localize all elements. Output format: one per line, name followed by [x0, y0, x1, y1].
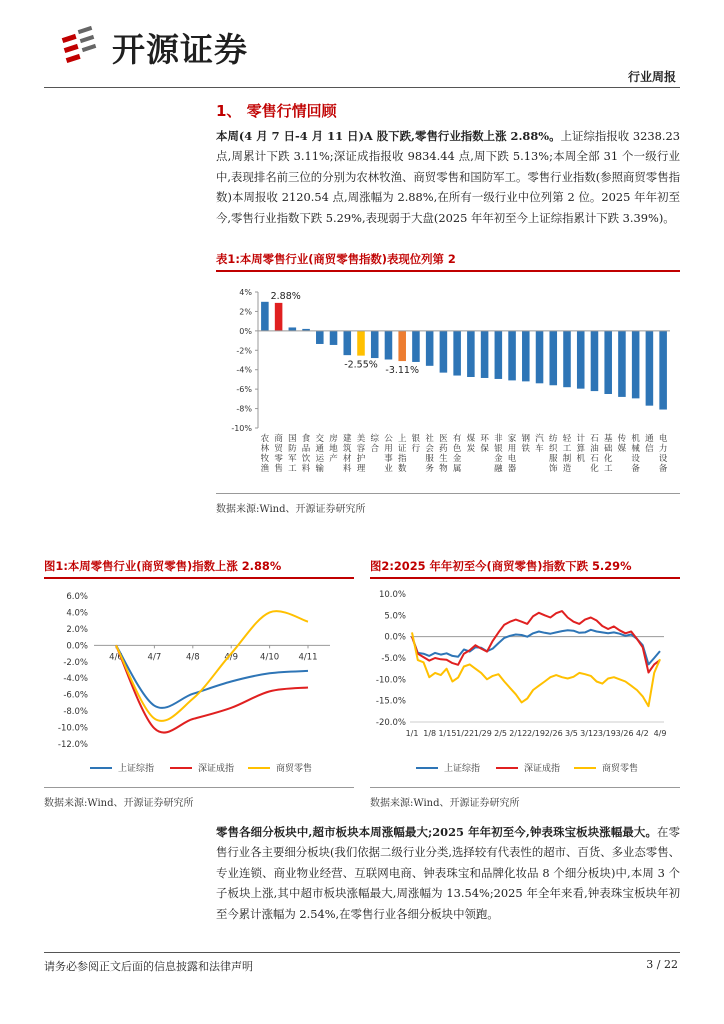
y-tick-label: -15.0%	[375, 696, 406, 707]
x-tick-label: 计	[576, 434, 585, 444]
x-tick-label: 服	[425, 454, 434, 464]
x-tick-label: 家	[507, 434, 517, 444]
x-tick-label: 2/19	[527, 729, 545, 738]
x-tick-label: 服	[549, 454, 558, 464]
logo-text: 开源证券	[112, 30, 248, 69]
x-tick-label: 贸	[274, 444, 283, 454]
y-tick-label: -2.0%	[63, 657, 88, 668]
y-tick-label: -20.0%	[375, 718, 406, 728]
bar-房地产	[330, 331, 338, 345]
page-number: 3 / 22	[646, 958, 678, 971]
x-tick-label: 用	[384, 444, 393, 454]
legend-label: 商贸零售	[602, 764, 639, 774]
x-tick-label: 备	[631, 464, 640, 474]
bar-非银金融	[495, 331, 503, 379]
fig1-source: 数据来源:Wind、开源证券研究所	[44, 798, 194, 809]
y-tick-label: 2.0%	[66, 624, 88, 635]
x-tick-label: 备	[658, 464, 668, 474]
x-tick-label: 1/1	[405, 729, 419, 738]
y-tick-label: -4.0%	[63, 674, 88, 685]
x-tick-label: 媒	[617, 444, 627, 454]
x-tick-label: 工	[603, 464, 613, 474]
bar-银行	[412, 331, 420, 362]
legend-label: 上证综指	[444, 764, 481, 774]
x-tick-label: 信	[645, 444, 654, 454]
x-tick-label: 纺	[549, 434, 558, 444]
y-tick-label: -2%	[236, 346, 252, 356]
x-tick-label: 业	[384, 464, 393, 474]
x-tick-label: 设	[658, 454, 668, 464]
series-line-深证成指	[116, 645, 308, 732]
paragraph-lead: 本周(4 月 7 日-4 月 11 日)A 股下跌,零售行业指数上涨 2.88%。	[216, 129, 561, 143]
y-tick-label: 6.0%	[66, 592, 88, 602]
y-tick-label: 2%	[239, 307, 252, 317]
x-tick-label: 工	[288, 464, 297, 474]
y-tick-label: 0%	[239, 326, 252, 336]
y-tick-label: -5.0%	[381, 654, 406, 664]
x-tick-label: 器	[507, 464, 517, 474]
table1-source: 数据来源:Wind、开源证券研究所	[216, 504, 366, 515]
x-tick-label: 炭	[466, 444, 476, 454]
x-tick-label: 非	[494, 434, 503, 444]
x-tick-label: 军	[288, 454, 297, 464]
x-tick-label: 合	[370, 444, 379, 454]
x-tick-label: 行	[411, 444, 421, 454]
paragraph-body: 在零售行业各主要细分板块(我们依据二级行业分类,选择较有代表性的超市、百货、多业态零售、专业连锁、商业物业经营、互联网电商、钟表珠宝和品牌化妆品 8 个细分板块)中,本周 3 个子板块上涨,其中超市板块涨幅最大,周涨幅为 13.54%;2025 年全年来看,钟表珠宝板块年初至今累计涨幅为 2.54%,在零售行业各细分板块中领跑。	[216, 825, 680, 921]
x-tick-label: 轻	[562, 434, 572, 444]
x-tick-label: 金	[494, 454, 503, 464]
legend-label: 深证成指	[198, 764, 235, 774]
x-tick-label: 1/22	[456, 729, 475, 738]
x-tick-label: 3/5	[564, 729, 578, 738]
x-tick-label: 基	[603, 434, 613, 444]
x-tick-label: 电	[658, 434, 668, 444]
x-tick-label: 4/9	[224, 652, 239, 663]
legend-label: 上证综指	[118, 764, 155, 774]
x-tick-label: 事	[384, 454, 393, 464]
fig1-title: 图1:本周零售行业(商贸零售)指数上涨 2.88%	[44, 559, 282, 573]
x-tick-label: 综	[370, 434, 379, 444]
weekly-index-line-chart	[44, 582, 354, 780]
series-line-商贸零售	[116, 611, 308, 721]
x-tick-label: 护	[356, 454, 366, 464]
paragraph-market-summary	[216, 126, 680, 228]
y-tick-label: 5.0%	[384, 611, 406, 622]
x-tick-label: 食	[301, 434, 311, 444]
x-tick-label: 化	[603, 454, 613, 464]
y-tick-label: -12.0%	[57, 740, 88, 750]
section-title: 1、 零售行情回顾	[216, 102, 337, 120]
x-tick-label: 农	[260, 434, 270, 444]
x-tick-label: 础	[603, 444, 613, 454]
x-tick-label: 渔	[260, 464, 270, 474]
series-line-深证成指	[412, 611, 660, 672]
x-tick-label: 证	[397, 444, 407, 454]
x-tick-label: 1/29	[473, 729, 492, 738]
bar-国防军工	[289, 327, 297, 330]
x-tick-label: 保	[480, 444, 489, 454]
bar-建筑材料	[343, 331, 351, 355]
x-tick-label: 3/19	[597, 729, 616, 738]
x-tick-label: 数	[397, 464, 407, 474]
bar-计算机	[577, 331, 585, 389]
report-type: 行业周报	[627, 70, 676, 84]
x-tick-label: 2/26	[544, 729, 563, 738]
industry-bar-chart	[216, 276, 680, 488]
x-tick-label: 力	[658, 444, 668, 454]
header-divider	[44, 87, 680, 88]
x-tick-label: 2/5	[494, 729, 508, 738]
x-tick-label: 防	[288, 444, 297, 454]
x-tick-label: 制	[562, 454, 572, 464]
fig2-top-rule	[370, 577, 680, 579]
x-tick-label: 3/26	[615, 729, 634, 738]
y-tick-label: -10.0%	[375, 675, 406, 686]
x-tick-label: 材	[343, 454, 352, 464]
legend-label: 深证成指	[524, 764, 561, 774]
x-tick-label: 零	[274, 454, 283, 464]
footer-divider	[44, 952, 680, 953]
x-tick-label: 4/6	[109, 652, 123, 663]
x-tick-label: 机	[631, 434, 640, 444]
x-tick-label: 务	[425, 464, 434, 474]
x-tick-label: 地	[329, 444, 338, 454]
x-tick-label: 牧	[260, 454, 270, 464]
paragraph-body: 上证综指报收 3238.23 点,周累计下跌 3.11%;深证成指报收 9834.44 点,周下跌 5.13%;本周全部 31 个一级行业中,表现排名前三位的分别为农林牧渔、商贸零售和国防军工。零售行业指数(参照商贸零售指数)本周报收 2120.54 点,周涨幅为 2.88%,在所有一级行业中位列第 2 位。2025 年年初至今,零售行业指数下跌 5.29%,表现弱于大盘(2025 年年初至今上证综指累计下跌 3.39%)。	[216, 129, 680, 225]
x-tick-label: 料	[343, 464, 352, 474]
y-tick-label: 0.0%	[384, 632, 406, 643]
y-tick-label: 4.0%	[66, 608, 88, 619]
x-tick-label: 料	[301, 464, 311, 474]
x-tick-label: 药	[439, 444, 448, 454]
fig1-bottom-rule	[44, 787, 354, 788]
y-tick-label: -8%	[236, 404, 252, 414]
x-tick-label: 石	[590, 454, 599, 464]
y-tick-label: -10%	[231, 424, 252, 433]
x-tick-label: 4/2	[635, 729, 649, 738]
x-tick-label: 用	[507, 444, 517, 454]
x-tick-label: 车	[535, 444, 544, 454]
x-tick-label: 公	[384, 434, 393, 444]
x-tick-label: 4/7	[147, 652, 162, 663]
x-tick-label: 生	[439, 454, 448, 464]
x-tick-label: 工	[562, 444, 572, 454]
fig2-title: 图2:2025 年年初至今(商贸零售)指数下跌 5.29%	[370, 559, 632, 573]
x-tick-label: 会	[425, 444, 434, 454]
x-tick-label: 上	[397, 434, 407, 444]
y-tick-label: 0.0%	[66, 641, 88, 652]
table1-bottom-rule	[216, 493, 680, 494]
bar-基础化工	[604, 331, 612, 394]
x-tick-label: 美	[356, 434, 366, 444]
x-tick-label: 汽	[535, 434, 544, 444]
y-tick-label: -6%	[236, 385, 252, 395]
bar-农林牧渔	[261, 302, 269, 331]
bar-石油石化	[591, 331, 599, 391]
x-tick-label: 传	[617, 434, 627, 444]
y-tick-label: -6.0%	[63, 690, 88, 701]
x-tick-label: 通	[315, 444, 325, 454]
x-tick-label: 环	[480, 434, 489, 444]
x-tick-label: 电	[507, 454, 517, 464]
bar-公用事业	[385, 331, 393, 360]
x-tick-label: 石	[590, 434, 599, 444]
x-tick-label: 林	[260, 444, 270, 454]
x-tick-label: 1/8	[423, 729, 437, 738]
x-tick-label: 煤	[466, 434, 476, 444]
x-tick-label: 属	[452, 464, 462, 474]
series-line-商贸零售	[412, 632, 660, 706]
x-tick-label: 4/11	[298, 652, 318, 663]
ytd-index-line-chart	[370, 582, 680, 780]
bar-交通运输	[316, 331, 324, 344]
x-tick-label: 1/15	[438, 729, 457, 738]
bar-综合	[371, 331, 379, 358]
x-tick-label: 容	[356, 444, 366, 454]
x-tick-label: 械	[631, 444, 640, 454]
bar-煤炭	[467, 331, 475, 377]
x-tick-label: 筑	[343, 444, 352, 454]
bar-轻工制造	[563, 331, 571, 387]
x-tick-label: 色	[452, 444, 462, 454]
x-tick-label: 织	[549, 444, 558, 454]
x-tick-label: 建	[343, 434, 352, 444]
x-tick-label: 商	[274, 434, 283, 444]
bar-通信	[646, 331, 654, 406]
x-tick-label: 产	[329, 454, 338, 464]
data-label: -2.55%	[344, 359, 378, 371]
x-tick-label: 输	[315, 464, 325, 474]
x-tick-label: 医	[439, 434, 448, 444]
y-tick-label: -8.0%	[63, 707, 88, 718]
x-tick-label: 社	[425, 434, 434, 444]
bar-汽车	[536, 331, 544, 383]
x-tick-label: 有	[452, 434, 462, 444]
x-tick-label: 油	[590, 444, 599, 454]
fig2-source: 数据来源:Wind、开源证券研究所	[370, 798, 520, 809]
x-tick-label: 金	[452, 454, 462, 464]
legend-label: 商贸零售	[276, 764, 313, 774]
y-tick-label: 4%	[239, 288, 252, 297]
paragraph-subsectors	[216, 822, 680, 924]
y-tick-label: -10.0%	[57, 723, 88, 734]
x-tick-label: 饮	[301, 454, 311, 464]
bar-环保	[481, 331, 489, 378]
logo-icon	[58, 22, 102, 66]
x-tick-label: 化	[590, 464, 599, 474]
x-tick-label: 4/8	[185, 652, 200, 663]
x-tick-label: 2/12	[509, 729, 528, 738]
x-tick-label: 通	[645, 434, 654, 444]
x-tick-label: 算	[576, 444, 585, 454]
bar-钢铁	[522, 331, 530, 382]
bar-商贸零售	[275, 303, 283, 331]
x-tick-label: 物	[439, 464, 448, 474]
series-line-上证综指	[412, 630, 660, 665]
x-tick-label: 房	[329, 434, 338, 444]
bar-家用电器	[508, 331, 516, 381]
bar-机械设备	[632, 331, 640, 399]
x-tick-label: 造	[562, 464, 572, 474]
bar-电力设备	[659, 331, 667, 410]
x-tick-label: 4/9	[653, 729, 667, 738]
x-tick-label: 设	[631, 454, 640, 464]
x-tick-label: 机	[576, 454, 585, 464]
bar-上证指数	[398, 331, 406, 361]
bar-传媒	[618, 331, 626, 397]
x-tick-label: 饰	[549, 464, 558, 474]
bar-美容护理	[357, 331, 365, 356]
x-tick-label: 银	[494, 444, 503, 454]
x-tick-label: 银	[411, 434, 421, 444]
x-tick-label: 3/12	[580, 729, 599, 738]
bar-纺织服饰	[549, 331, 557, 385]
bar-有色金属	[453, 331, 461, 376]
table1-top-rule	[216, 270, 680, 272]
x-tick-label: 铁	[521, 444, 531, 454]
data-label: -3.11%	[385, 365, 420, 377]
data-label: 2.88%	[270, 290, 301, 302]
x-tick-label: 品	[301, 444, 311, 454]
fig2-bottom-rule	[370, 787, 680, 788]
x-tick-label: 交	[315, 434, 325, 444]
x-tick-label: 钢	[521, 434, 531, 444]
bar-医药生物	[440, 331, 448, 373]
x-tick-label: 融	[494, 464, 503, 474]
fig1-top-rule	[44, 577, 354, 579]
x-tick-label: 4/10	[260, 652, 280, 663]
bar-社会服务	[426, 331, 434, 366]
y-tick-label: -4%	[236, 365, 252, 375]
x-tick-label: 理	[356, 464, 366, 474]
y-tick-label: 10.0%	[378, 590, 406, 600]
x-tick-label: 指	[397, 454, 407, 464]
x-tick-label: 国	[288, 434, 297, 444]
table1-title: 表1:本周零售行业(商贸零售指数)表现位列第 2	[216, 252, 456, 266]
paragraph-lead: 零售各细分板块中,超市板块本周涨幅最大;2025 年年初至今,钟表珠宝板块涨幅最大。	[216, 825, 658, 839]
x-tick-label: 售	[274, 464, 283, 474]
x-tick-label: 运	[315, 454, 325, 464]
footer-disclaimer: 请务必参阅正文后面的信息披露和法律声明	[44, 960, 253, 973]
